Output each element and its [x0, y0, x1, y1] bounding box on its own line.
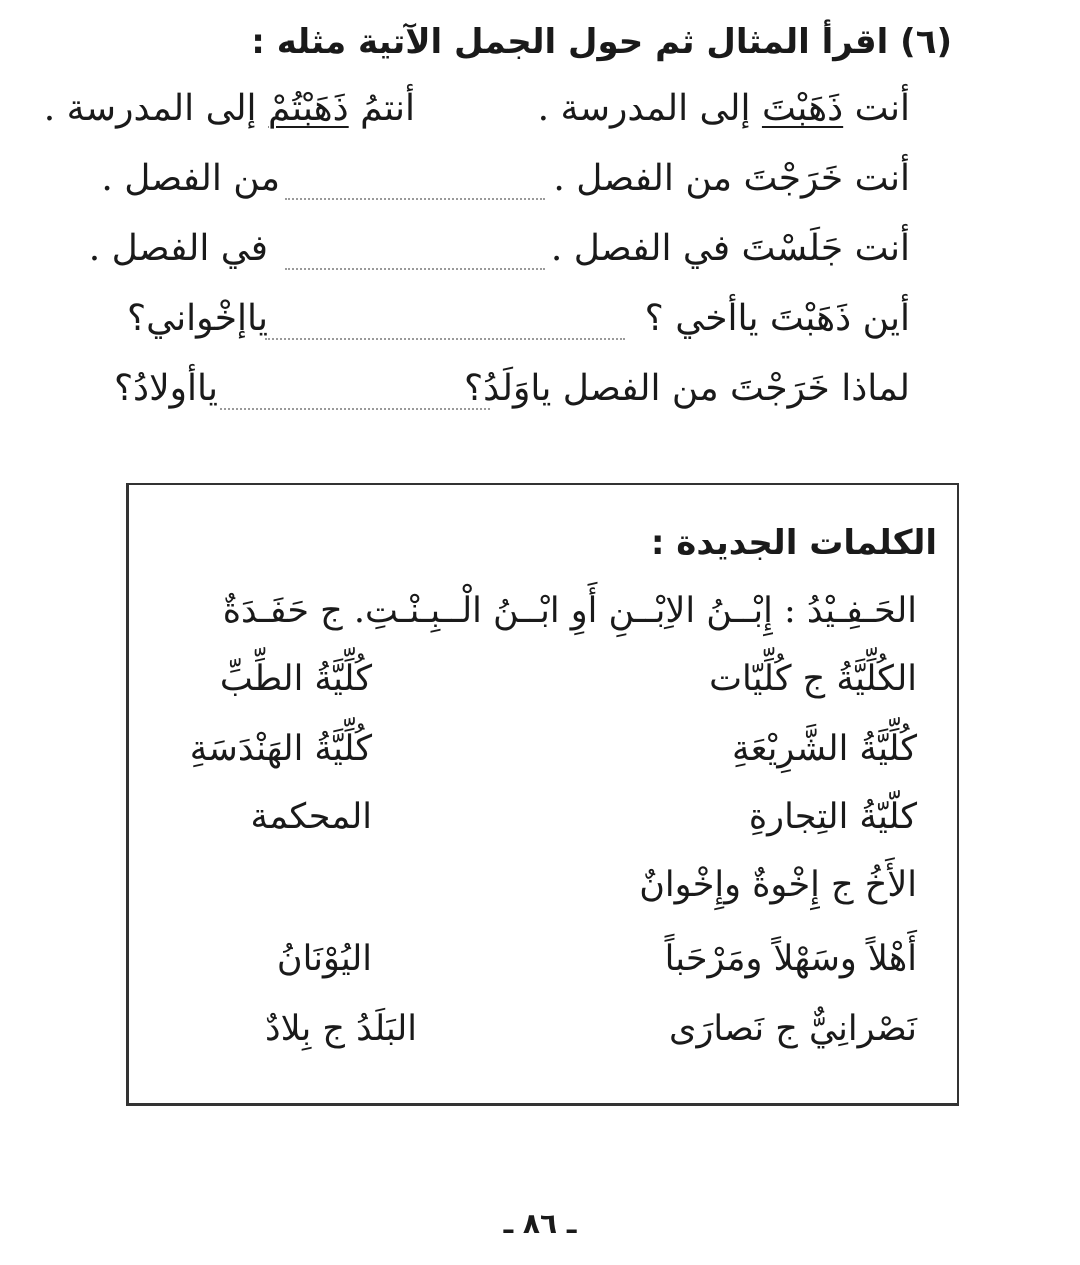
- exercise-source: أنت جَلَسْتَ في الفصل .: [550, 228, 910, 269]
- exercise-target-end: ياأولادُ؟: [113, 368, 218, 409]
- vocabulary-term: كُلِّيَّةُ الهَنْدَسَةِ: [189, 729, 372, 769]
- example-row: [0, 88, 1080, 148]
- vocabulary-term: أَهْلاً وسَهْلاً ومَرْحَباً: [664, 939, 917, 979]
- vocabulary-title: الكلمات الجديدة :: [650, 523, 937, 563]
- exercise-row: [0, 228, 1080, 288]
- answer-blank: [265, 338, 625, 340]
- exercise-target-end: ياإخْواني؟: [127, 298, 268, 339]
- vocabulary-term: البَلَدُ ج بِلادٌ: [265, 1009, 417, 1049]
- vocabulary-definition: الحَـفِـيْدُ : إِبْــنُ الاِبْــنِ أَوِ ابْــنُ الْــبِـنْـتِ. ج حَفَـدَةٌ: [222, 591, 917, 631]
- example-source: أنت ذَهَبْتَ إلى المدرسة .: [537, 88, 910, 129]
- exercise-target-end: في الفصل .: [88, 228, 268, 269]
- vocabulary-term: المحكمة: [250, 797, 372, 837]
- example-target-verb: ذَهَبْتُمْ: [268, 88, 349, 129]
- vocabulary-term: الأَخُ ج إِخْوةٌ وإِخْوانٌ: [639, 865, 917, 905]
- exercise-row: [0, 368, 1080, 428]
- answer-blank: [285, 198, 545, 200]
- page-number: ـ ٨٦ ـ: [503, 1207, 577, 1240]
- exercise-heading: (٦) اقرأ المثال ثم حول الجمل الآتية مثله :: [251, 22, 952, 62]
- vocabulary-term: الكُلِّيَّةُ ج كُلِّيّات: [709, 659, 917, 699]
- exercise-source: أين ذَهَبْتَ ياأخي ؟: [644, 298, 910, 339]
- vocabulary-term: كلّيّةُ التِجارةِ: [748, 797, 917, 837]
- exercise-target-end: من الفصل .: [101, 158, 280, 199]
- exercise-row: [0, 158, 1080, 218]
- answer-blank: [220, 408, 490, 410]
- exercise-source: أنت خَرَجْتَ من الفصل .: [553, 158, 910, 199]
- vocabulary-term: نَصْرانِيٌّ ج نَصارَى: [669, 1009, 917, 1049]
- vocabulary-term: اليُوْنَانُ: [276, 939, 372, 979]
- answer-blank: [285, 268, 545, 270]
- vocabulary-box: [126, 483, 959, 1106]
- exercise-source: لماذا خَرَجْتَ من الفصل ياوَلَدُ؟: [464, 368, 910, 409]
- example-source-verb: ذَهَبْتَ: [761, 88, 844, 129]
- exercise-row: [0, 298, 1080, 358]
- example-target: أنتمُ ذَهَبْتُمْ إلى المدرسة .: [43, 88, 415, 129]
- vocabulary-term: كُلِّيَّةُ الشَّرِيْعَةِ: [731, 729, 917, 769]
- vocabulary-term: كُلِّيَّةُ الطِّبِّ: [219, 659, 372, 699]
